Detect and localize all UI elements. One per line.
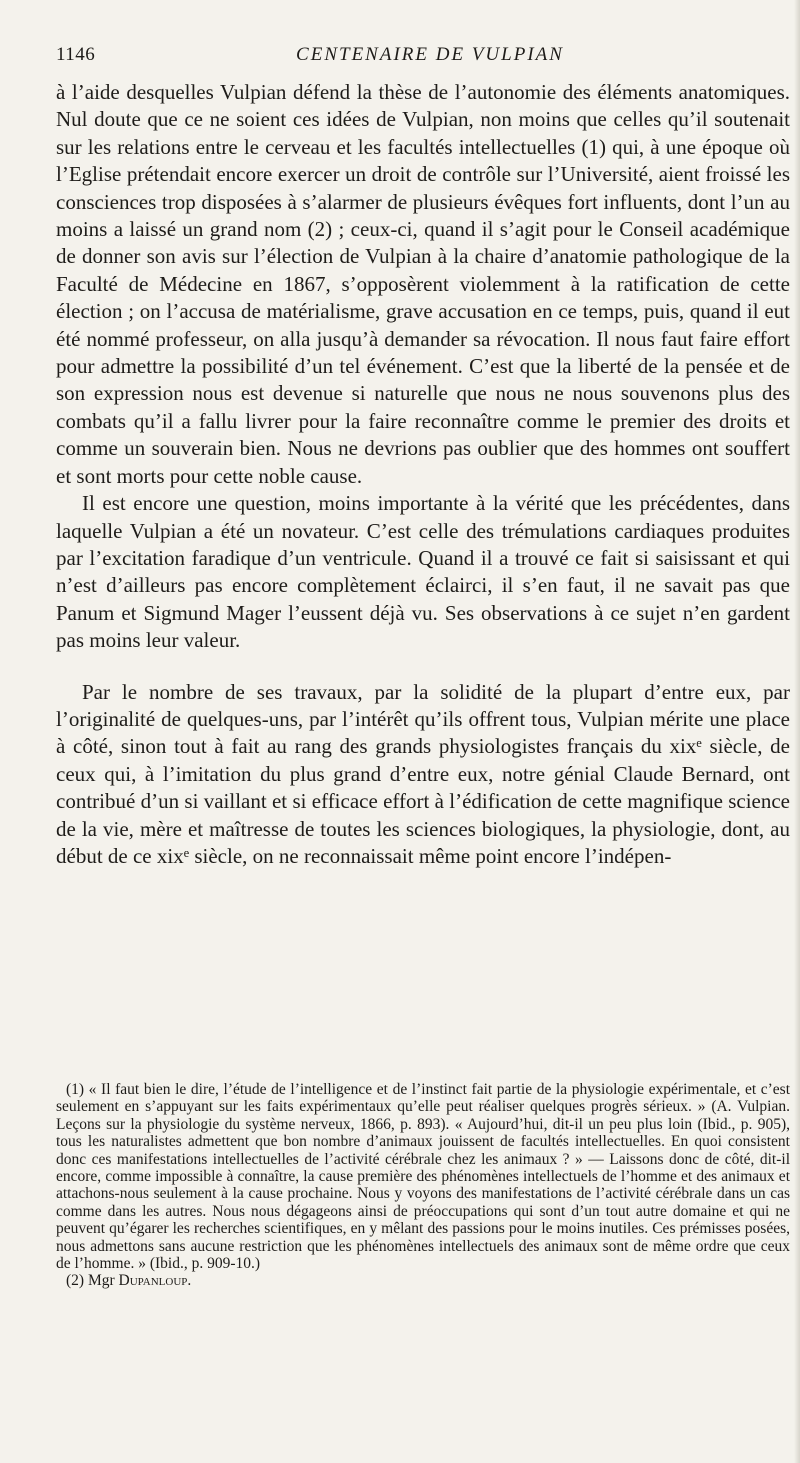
paragraph-2: Il est encore une question, moins importante à la vérité que les précédentes, dans laquelle Vulpian a été un novateur. C’est celle des trémulations cardiaques produites par l’excitation faradique d’un ventricule. Quand il a trouvé ce fait si saisissant et qui n’est d’ailleurs pas encore complètement éclairci, il s’en faut, il ne savait pas que Panum et Sigmund Mager l’eussent déjà vu. Ses observations à ce sujet n’en gardent pas moins leur valeur. [56, 491, 790, 653]
page-number: 1146 [56, 44, 96, 65]
page-header [56, 44, 774, 74]
paragraph-3: Par le nombre de ses travaux, par la solidité de la plupart d’entre eux, par l’originalité de quelques-uns, par l’intérêt qu’ils offrent tous, Vulpian mérite une place à côté, sinon tout à fait au rang des grands physiologistes français du xixᵉ siècle, de ceux qui, à l’imitation du plus grand d’entre eux, notre génial Claude Bernard, ont contribué d’un si vaillant et si efficace effort à l’édification de cette magnifique science de la vie, mère et maîtresse de toutes les sciences biologiques, la physiologie, dont, au début de ce xixᵉ siècle, on ne reconnaissait même point encore l’indépen- [56, 679, 790, 868]
footnote-1: (1) « Il faut bien le dire, l’étude de l’intelligence et de l’instinct fait partie de la physiologie expérimentale, et c’est seulement en s’appuyant sur les faits expérimentaux qu’elle peut réaliser quelques progrès sérieux. » (A. Vulpian. Leçons sur la physiologie du système nerveux, 1866, p. 893). « Aujourd’hui, dit-il un peu plus loin (Ibid., p. 905), tous les naturalistes admettent que bon nombre d’animaux jouissent de facultés intellectuelles. En quoi consistent donc ces manifestations intellectuelles de l’activité cérébrale chez les animaux ? » — Laissons donc de côté, dit-il encore, comme impossible à connaître, la cause première des phénomènes intellectuels de l’homme et des animaux et attachons-nous seulement à la cause prochaine. Nous y voyons des manifestations de l’activité cérébrale dans un cas comme dans les autres. Nous nous dégageons ainsi de préoccupations qui sont d’un tout autre domaine et qui ne peuvent qu’égarer les recherches scientifiques, en y mêlant des passions pour le moins inutiles. Ces prémisses posées, nous admettons sans aucune restriction que les phénomènes intellectuels des animaux sont de même ordre que ceux de l’homme. » (Ibid., p. 909-10.) [56, 1081, 790, 1273]
footnote-2-name: Dupanloup. [118, 1272, 192, 1290]
footnote-2-prefix: (2) Mgr [66, 1272, 119, 1290]
body-text [56, 79, 790, 870]
running-title: CENTENAIRE DE VULPIAN [296, 44, 564, 65]
footnotes [56, 1081, 790, 1290]
paragraph-1: à l’aide desquelles Vulpian défend la thèse de l’autonomie des éléments anatomiques. Nul doute que ce ne soient ces idées de Vulpian, non moins que celles qu’il soutenait sur les relations entre le cerveau et les facultés intellectuelles (1) qui, à une époque où l’Eglise prétendait encore exercer un droit de contrôle sur l’Université, aient froissé les consciences trop disposées à s’alarmer de plusieurs évêques fort influents, dont l’un au moins a laissé un grand nom (2) ; ceux-ci, quand il s’agit pour le Conseil académique de donner son avis sur l’élection de Vulpian à la chaire d’anatomie pathologique de la Faculté de Médecine en 1867, s’opposèrent violemment à la ratification de cette élection ; on l’accusa de matérialisme, grave accusation en ce temps, puis, quand il eut été nommé professeur, on alla jusqu’à demander sa révocation. Il nous faut faire effort pour admettre la possibilité d’un tel événement. C’est que la liberté de la pensée et de son expression nous est devenue si naturelle que nous ne nous souvenons plus des combats qu’il a fallu livrer pour la faire reconnaître comme le premier des droits et comme un souverain bien. Nous ne devrions pas oublier que des hommes ont souffert et sont morts pour cette noble cause. [56, 80, 790, 488]
page-edge-shadow [794, 0, 800, 1463]
footnote-2 [56, 1272, 790, 1289]
